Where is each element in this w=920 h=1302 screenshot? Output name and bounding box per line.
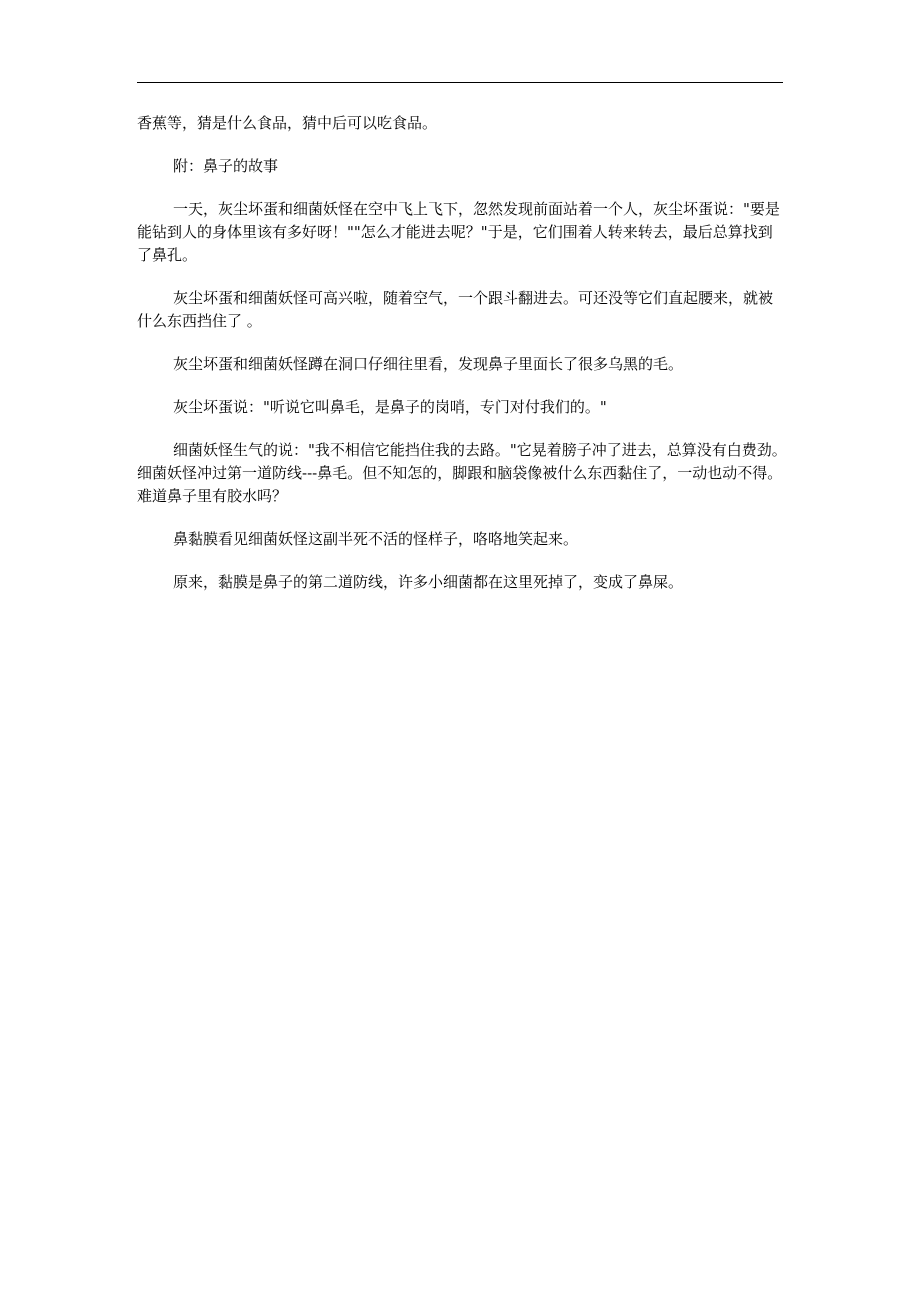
- story-paragraph: 鼻黏膜看见细菌妖怪这副半死不活的怪样子，咯咯地笑起来。: [173, 530, 579, 548]
- story-paragraph: 原来，黏膜是鼻子的第二道防线，许多小细菌都在这里死掉了，变成了鼻屎。: [173, 573, 684, 591]
- document-body: [137, 112, 787, 614]
- header-rule: [137, 82, 783, 83]
- story-paragraph: 灰尘坏蛋说："听说它叫鼻毛，是鼻子的岗哨，专门对付我们的。": [173, 398, 607, 416]
- paragraph-continuation: 香蕉等，猜是什么食品，猜中后可以吃食品。: [137, 114, 438, 132]
- appendix-heading: 附：鼻子的故事: [173, 157, 279, 175]
- story-paragraph: 灰尘坏蛋和细菌妖怪可高兴啦，随着空气，一个跟斗翻进去。可还没等它们直起腰来，就被什么东西挡住了 。: [137, 289, 774, 330]
- story-paragraph: 灰尘坏蛋和细菌妖怪蹲在洞口仔细往里看，发现鼻子里面长了很多乌黑的毛。: [173, 355, 684, 373]
- story-paragraph: 一天，灰尘坏蛋和细菌妖怪在空中飞上飞下，忽然发现前面站着一个人，灰尘坏蛋说："要是能钻到人的身体里该有多好呀！""怎么才能进去呢？"于是，它们围着人转来转去，最后总算找到了鼻孔。: [137, 200, 780, 264]
- story-paragraph: 细菌妖怪生气的说："我不相信它能挡住我的去路。"它晃着膀子冲了进去，总算没有白费劲。细菌妖怪冲过第一道防线---鼻毛。但不知怎的，脚跟和脑袋像被什么东西黏住了，一动也动不得。难道鼻子里有胶水吗？: [137, 441, 787, 505]
